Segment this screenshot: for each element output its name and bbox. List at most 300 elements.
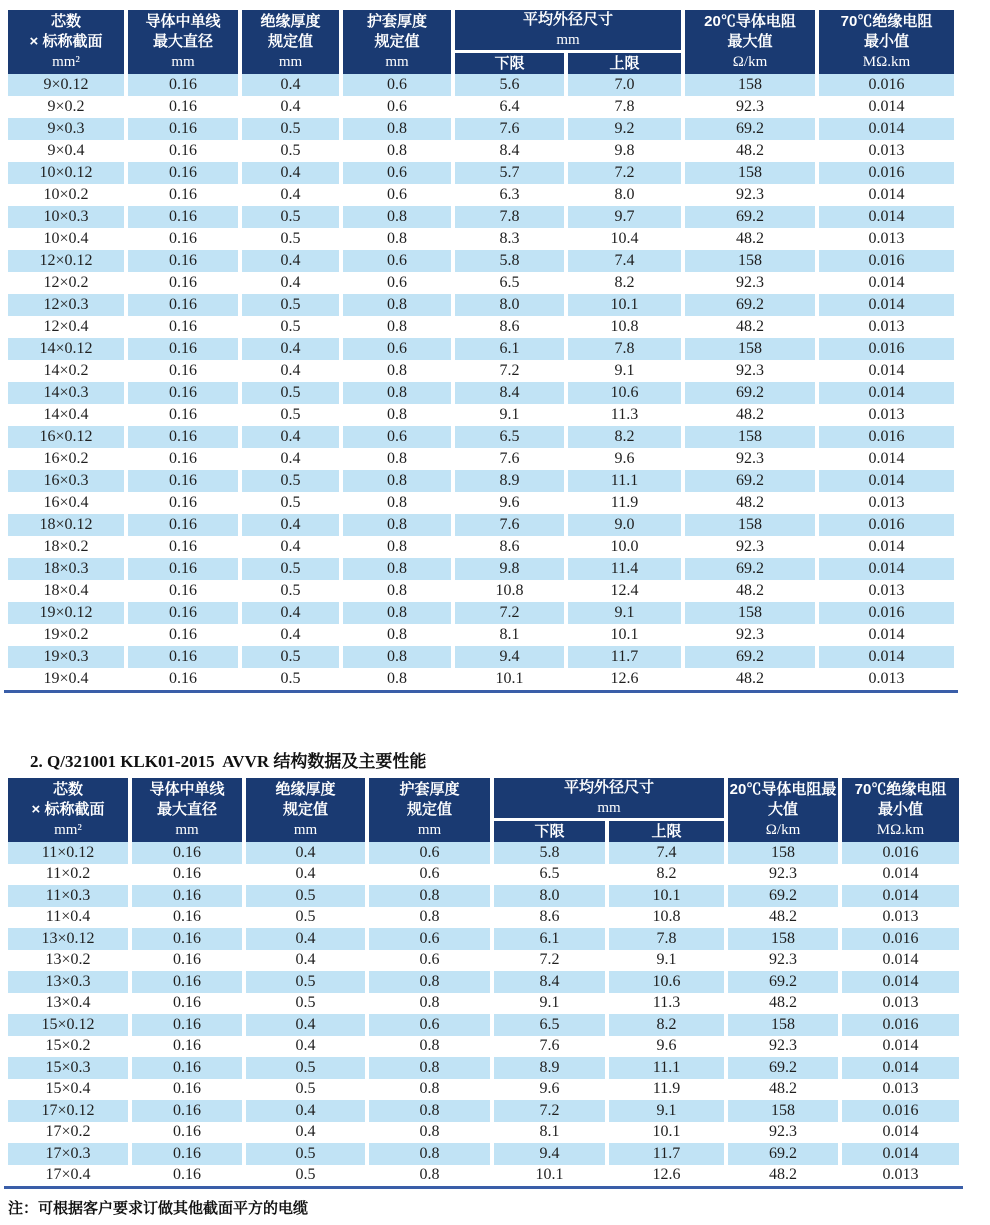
table-cell: 0.8 bbox=[387, 450, 407, 467]
table-cell: 10.8 bbox=[610, 318, 639, 335]
table-cell: 0.8 bbox=[387, 406, 407, 423]
table-cell: 18×0.3 bbox=[8, 558, 124, 580]
table-cell: 8.2 bbox=[614, 274, 635, 291]
table-cell: 12×0.12 bbox=[8, 250, 124, 272]
table-cell: 9.1 bbox=[499, 406, 520, 423]
table-row bbox=[8, 206, 954, 228]
table-cell: 10×0.12 bbox=[8, 162, 124, 184]
table-row bbox=[8, 1079, 959, 1101]
header-line: 规定值 bbox=[374, 33, 420, 50]
header-line: 规定值 bbox=[282, 801, 328, 818]
table-cell: 0.014 bbox=[882, 951, 919, 969]
table-row bbox=[8, 950, 959, 972]
table-row bbox=[8, 228, 954, 250]
table-cell: 8.0 bbox=[455, 294, 564, 316]
table-row bbox=[8, 624, 954, 646]
table-cell: 0.5 bbox=[246, 1057, 365, 1079]
table-cell: 0.16 bbox=[128, 206, 238, 228]
table-cell: 0.4 bbox=[242, 162, 339, 184]
table-cell: 0.013 bbox=[868, 318, 905, 335]
table-cell: 10×0.2 bbox=[43, 186, 89, 203]
table-row bbox=[8, 294, 954, 316]
table-cell: 13×0.2 bbox=[45, 951, 91, 969]
header-line: 最小值 bbox=[863, 33, 909, 50]
table-cell: 48.2 bbox=[769, 1080, 797, 1098]
table-cell: 0.013 bbox=[868, 494, 905, 511]
table-cell: 0.014 bbox=[882, 1037, 919, 1055]
header-line: 最大直径 bbox=[156, 801, 217, 818]
table-cell: 0.16 bbox=[173, 865, 201, 883]
table-cell: 19×0.12 bbox=[8, 602, 124, 624]
table-cell: 0.8 bbox=[343, 382, 451, 404]
table-cell: 9.8 bbox=[614, 142, 635, 159]
table-row bbox=[8, 928, 959, 950]
table-cell: 0.6 bbox=[387, 98, 407, 115]
table-row bbox=[8, 842, 959, 864]
table-cell: 0.014 bbox=[819, 118, 954, 140]
table-row bbox=[8, 668, 954, 690]
table-cell: 8.3 bbox=[499, 230, 520, 247]
table-cell: 0.016 bbox=[819, 338, 954, 360]
table-cell: 0.16 bbox=[128, 250, 238, 272]
table-cell: 0.4 bbox=[242, 250, 339, 272]
table-cell: 0.6 bbox=[343, 74, 451, 96]
table-cell: 15×0.2 bbox=[45, 1037, 91, 1055]
header-line: 芯数 bbox=[52, 781, 83, 798]
table1-header-row-main bbox=[8, 10, 954, 53]
table-cell: 0.4 bbox=[280, 362, 301, 379]
table-cell: 0.16 bbox=[128, 338, 238, 360]
table-cell: 0.16 bbox=[128, 558, 238, 580]
table-cell: 19×0.2 bbox=[43, 626, 89, 643]
table-cell: 9.7 bbox=[568, 206, 681, 228]
table-cell: 92.3 bbox=[736, 98, 764, 115]
table-cell: 7.2 bbox=[455, 602, 564, 624]
table-cell: 7.2 bbox=[499, 362, 520, 379]
table-cell: 0.4 bbox=[295, 951, 316, 969]
table-cell: 10.0 bbox=[610, 538, 639, 555]
table-cell: 16×0.2 bbox=[43, 450, 89, 467]
table-cell: 8.2 bbox=[609, 1014, 724, 1036]
table-cell: 0.8 bbox=[387, 538, 407, 555]
table-cell: 8.4 bbox=[455, 382, 564, 404]
table-cell: 0.16 bbox=[128, 74, 238, 96]
table-cell: 17×0.3 bbox=[8, 1143, 128, 1165]
table-cell: 69.2 bbox=[728, 971, 838, 993]
header-unit: MΩ.km bbox=[876, 822, 925, 838]
header-unit: mm bbox=[175, 822, 199, 838]
table-cell: 0.5 bbox=[295, 1166, 316, 1184]
table-cell: 9.6 bbox=[656, 1037, 677, 1055]
table-cell: 69.2 bbox=[685, 470, 815, 492]
table-cell: 12×0.4 bbox=[43, 318, 89, 335]
table-cell: 0.013 bbox=[882, 908, 919, 926]
table-cell: 0.013 bbox=[882, 1166, 919, 1184]
table-cell: 69.2 bbox=[728, 1143, 838, 1165]
table-cell: 0.8 bbox=[369, 1057, 490, 1079]
table-cell: 0.16 bbox=[173, 1166, 201, 1184]
table-cell: 0.4 bbox=[280, 186, 301, 203]
table-cell: 17×0.4 bbox=[45, 1166, 91, 1184]
header-line: 导体中单线 bbox=[149, 781, 225, 798]
table-cell: 0.014 bbox=[819, 206, 954, 228]
header-line: 护套厚度 bbox=[399, 781, 460, 798]
table-cell: 0.5 bbox=[242, 646, 339, 668]
table-cell: 11.4 bbox=[568, 558, 681, 580]
table-cell: 0.16 bbox=[173, 994, 201, 1012]
table-cell: 158 bbox=[728, 1100, 838, 1122]
table-cell: 48.2 bbox=[736, 494, 764, 511]
table-cell: 158 bbox=[685, 602, 815, 624]
table-cell: 69.2 bbox=[685, 118, 815, 140]
table-cell: 0.5 bbox=[295, 994, 316, 1012]
table-cell: 0.16 bbox=[169, 494, 197, 511]
table-cell: 0.6 bbox=[343, 338, 451, 360]
header-line: 导体中单线 bbox=[145, 13, 221, 30]
header-line: 护套厚度 bbox=[366, 13, 427, 30]
section-heading: 2. Q/321001 KLK01-2015 AVVR 结构数据及主要性能 bbox=[30, 752, 427, 771]
table-cell: 0.16 bbox=[173, 1037, 201, 1055]
table-cell: 0.6 bbox=[387, 186, 407, 203]
table-cell: 0.014 bbox=[842, 1057, 959, 1079]
table-cell: 0.16 bbox=[128, 294, 238, 316]
table-cell: 0.014 bbox=[882, 1123, 919, 1141]
table-row bbox=[8, 864, 959, 886]
table-cell: 0.6 bbox=[343, 426, 451, 448]
table-cell: 69.2 bbox=[728, 885, 838, 907]
table-cell: 69.2 bbox=[728, 1057, 838, 1079]
header-unit: MΩ.km bbox=[862, 54, 911, 70]
table-cell: 0.5 bbox=[246, 971, 365, 993]
table-cell: 7.0 bbox=[568, 74, 681, 96]
table-cell: 0.014 bbox=[868, 362, 905, 379]
table-cell: 8.1 bbox=[539, 1123, 560, 1141]
table-cell: 14×0.12 bbox=[8, 338, 124, 360]
table-cell: 48.2 bbox=[736, 318, 764, 335]
table-row bbox=[8, 580, 954, 602]
table-cell: 48.2 bbox=[736, 406, 764, 423]
header-unit: mm bbox=[385, 54, 409, 70]
table-cell: 0.4 bbox=[246, 928, 365, 950]
header-line: × 标称截面 bbox=[29, 33, 103, 50]
table-cell: 92.3 bbox=[736, 362, 764, 379]
table-cell: 17×0.2 bbox=[45, 1123, 91, 1141]
table-row bbox=[8, 971, 959, 993]
table-cell: 0.16 bbox=[132, 1014, 242, 1036]
table-cell: 9.1 bbox=[568, 602, 681, 624]
table-cell: 9×0.2 bbox=[47, 98, 85, 115]
header-line: 70℃绝缘电阻 bbox=[854, 781, 947, 798]
table-cell: 5.6 bbox=[455, 74, 564, 96]
table-cell: 13×0.12 bbox=[8, 928, 128, 950]
table-cell: 0.16 bbox=[132, 1057, 242, 1079]
table-row bbox=[8, 536, 954, 558]
table-row bbox=[8, 514, 954, 536]
table-cell: 9.6 bbox=[499, 494, 520, 511]
header-line: 绝缘厚度 bbox=[275, 781, 336, 798]
table-cell: 0.8 bbox=[369, 885, 490, 907]
table-cell: 9.1 bbox=[614, 362, 635, 379]
table-cell: 0.16 bbox=[128, 602, 238, 624]
header-unit: mm bbox=[417, 822, 442, 838]
table-cell: 48.2 bbox=[736, 582, 764, 599]
table-cell: 10.1 bbox=[610, 626, 639, 643]
table-cell: 92.3 bbox=[769, 865, 797, 883]
table-cell: 6.4 bbox=[499, 98, 520, 115]
table-cell: 16×0.12 bbox=[8, 426, 124, 448]
table-cell: 0.014 bbox=[882, 865, 919, 883]
table-cell: 8.6 bbox=[499, 538, 520, 555]
table-cell: 92.3 bbox=[736, 450, 764, 467]
table-row bbox=[8, 250, 954, 272]
table-cell: 6.1 bbox=[494, 928, 605, 950]
table-cell: 10.1 bbox=[568, 294, 681, 316]
table-cell: 92.3 bbox=[736, 538, 764, 555]
table-cell: 19×0.3 bbox=[8, 646, 124, 668]
table-cell: 158 bbox=[685, 426, 815, 448]
table-cell: 0.014 bbox=[842, 1143, 959, 1165]
table-cell: 7.2 bbox=[539, 951, 560, 969]
table-row bbox=[8, 602, 954, 624]
table-row bbox=[8, 1057, 959, 1079]
col-header-average-od bbox=[494, 778, 724, 821]
table-cell: 0.8 bbox=[387, 142, 407, 159]
table-cell: 11.3 bbox=[610, 406, 639, 423]
table-cell: 0.8 bbox=[387, 582, 407, 599]
header-line: 20℃导体电阻 bbox=[704, 13, 796, 30]
table-row bbox=[8, 470, 954, 492]
table-row bbox=[8, 360, 954, 382]
table-cell: 0.6 bbox=[419, 951, 440, 969]
col-header-insulation-thickness bbox=[242, 10, 339, 74]
table-cell: 0.013 bbox=[868, 670, 905, 687]
table-cell: 0.016 bbox=[819, 250, 954, 272]
table-cell: 0.5 bbox=[295, 908, 316, 926]
table-cell: 0.4 bbox=[242, 514, 339, 536]
table-cell: 16×0.3 bbox=[8, 470, 124, 492]
col-header-insulation-thickness bbox=[246, 778, 365, 842]
table-cell: 69.2 bbox=[685, 206, 815, 228]
table-cell: 0.013 bbox=[868, 142, 905, 159]
table-cell: 11×0.4 bbox=[45, 908, 91, 926]
table-cell: 0.16 bbox=[169, 582, 197, 599]
table-cell: 6.5 bbox=[494, 1014, 605, 1036]
table-cell: 10.8 bbox=[652, 908, 681, 926]
table-cell: 0.16 bbox=[128, 470, 238, 492]
table-cell: 0.013 bbox=[882, 994, 919, 1012]
header-line: × 标称截面 bbox=[31, 801, 105, 818]
table-cell: 9.4 bbox=[455, 646, 564, 668]
table-cell: 9.6 bbox=[614, 450, 635, 467]
table-cell: 9.1 bbox=[656, 951, 677, 969]
table-cell: 0.16 bbox=[132, 1143, 242, 1165]
col-header-insulation-resistance-70c bbox=[819, 10, 954, 74]
table-cell: 0.8 bbox=[419, 994, 440, 1012]
table-cell: 0.4 bbox=[242, 426, 339, 448]
table-cell: 6.1 bbox=[455, 338, 564, 360]
table-cell: 0.8 bbox=[369, 1143, 490, 1165]
table-cell: 0.016 bbox=[819, 162, 954, 184]
table-cell: 0.5 bbox=[280, 230, 301, 247]
table-row bbox=[8, 1143, 959, 1165]
header-line: 芯数 bbox=[50, 13, 81, 30]
table-cell: 10.1 bbox=[495, 670, 524, 687]
table-cell: 7.8 bbox=[614, 98, 635, 115]
col-header-core-size bbox=[8, 10, 124, 74]
table-row bbox=[8, 558, 954, 580]
table-cell: 10.4 bbox=[610, 230, 639, 247]
table-cell: 0.4 bbox=[280, 450, 301, 467]
table-cell: 0.8 bbox=[419, 1123, 440, 1141]
table-cell: 0.5 bbox=[242, 470, 339, 492]
table-cell: 48.2 bbox=[736, 142, 764, 159]
table-row bbox=[8, 118, 954, 140]
table-cell: 0.16 bbox=[173, 1080, 201, 1098]
table-cell: 7.8 bbox=[609, 928, 724, 950]
table-cell: 0.014 bbox=[819, 646, 954, 668]
header-line: 平均外径尺寸 bbox=[522, 11, 613, 28]
table-cell: 0.5 bbox=[246, 885, 365, 907]
table-cell: 0.014 bbox=[842, 885, 959, 907]
table-cell: 10.6 bbox=[568, 382, 681, 404]
table-cell: 0.8 bbox=[369, 971, 490, 993]
table-row bbox=[8, 140, 954, 162]
table-cell: 0.016 bbox=[819, 514, 954, 536]
table-cell: 158 bbox=[685, 250, 815, 272]
table-cell: 0.8 bbox=[387, 626, 407, 643]
table-cell: 48.2 bbox=[736, 230, 764, 247]
table-row bbox=[8, 404, 954, 426]
table-cell: 15×0.3 bbox=[8, 1057, 128, 1079]
table-cell: 10×0.3 bbox=[8, 206, 124, 228]
header-unit: mm bbox=[597, 800, 621, 816]
table-cell: 0.4 bbox=[280, 626, 301, 643]
col-header-conductor-diameter bbox=[132, 778, 242, 842]
table-cell: 7.2 bbox=[494, 1100, 605, 1122]
table-cell: 7.2 bbox=[568, 162, 681, 184]
table-cell: 48.2 bbox=[736, 670, 764, 687]
table-row bbox=[8, 74, 954, 96]
table-cell: 12.6 bbox=[610, 670, 639, 687]
table-cell: 14×0.3 bbox=[8, 382, 124, 404]
table-cell: 0.16 bbox=[128, 514, 238, 536]
table-cell: 18×0.12 bbox=[8, 514, 124, 536]
table-cell: 8.0 bbox=[614, 186, 635, 203]
header-unit: mm bbox=[171, 54, 195, 70]
header-line: 20℃导体电阻最 bbox=[729, 781, 837, 798]
table-cell: 9.1 bbox=[609, 1100, 724, 1122]
table-cell: 8.0 bbox=[494, 885, 605, 907]
table2-header-row-main bbox=[8, 778, 959, 821]
table-cell: 12×0.3 bbox=[8, 294, 124, 316]
table-cell: 0.016 bbox=[819, 426, 954, 448]
table-cell: 12×0.2 bbox=[43, 274, 89, 291]
table-cell: 8.2 bbox=[568, 426, 681, 448]
table-cell: 158 bbox=[728, 928, 838, 950]
table-cell: 10.8 bbox=[495, 582, 524, 599]
table-cell: 92.3 bbox=[769, 1037, 797, 1055]
table-cell: 0.8 bbox=[419, 1166, 440, 1184]
table-cell: 0.16 bbox=[169, 670, 197, 687]
table-cell: 19×0.4 bbox=[43, 670, 89, 687]
header-unit: mm bbox=[278, 54, 303, 70]
table-cell: 158 bbox=[685, 74, 815, 96]
table-cell: 0.16 bbox=[132, 971, 242, 993]
table-row bbox=[8, 448, 954, 470]
table-cell: 92.3 bbox=[736, 186, 764, 203]
table-cell: 0.013 bbox=[882, 1080, 919, 1098]
table-cell: 0.8 bbox=[419, 908, 440, 926]
table-cell: 0.016 bbox=[819, 602, 954, 624]
col-header-conductor-diameter bbox=[128, 10, 238, 74]
table-cell: 69.2 bbox=[685, 382, 815, 404]
table-cell: 6.5 bbox=[539, 865, 560, 883]
table-cell: 0.5 bbox=[280, 582, 301, 599]
table-cell: 0.8 bbox=[343, 646, 451, 668]
table-cell: 0.4 bbox=[246, 1014, 365, 1036]
table-row bbox=[8, 1100, 959, 1122]
table-cell: 158 bbox=[685, 338, 815, 360]
table-cell: 8.4 bbox=[499, 142, 520, 159]
table-cell: 15×0.12 bbox=[8, 1014, 128, 1036]
table-cell: 0.6 bbox=[369, 928, 490, 950]
table-cell: 0.014 bbox=[842, 971, 959, 993]
table-cell: 92.3 bbox=[736, 274, 764, 291]
table-row bbox=[8, 382, 954, 404]
table-cell: 69.2 bbox=[685, 294, 815, 316]
table-row bbox=[8, 272, 954, 294]
table-cell: 11×0.2 bbox=[45, 865, 91, 883]
table-row bbox=[8, 1014, 959, 1036]
header-unit: mm bbox=[556, 32, 580, 48]
table-cell: 0.16 bbox=[128, 382, 238, 404]
header-line: 最大直径 bbox=[152, 33, 213, 50]
table-cell: 158 bbox=[685, 514, 815, 536]
table-cell: 0.5 bbox=[242, 118, 339, 140]
table-cell: 0.016 bbox=[819, 74, 954, 96]
table-cell: 0.8 bbox=[387, 318, 407, 335]
table-cell: 7.4 bbox=[609, 842, 724, 864]
table-cell: 0.4 bbox=[295, 865, 316, 883]
table-cell: 9.2 bbox=[568, 118, 681, 140]
table-cell: 48.2 bbox=[769, 994, 797, 1012]
table-row bbox=[8, 184, 954, 206]
avv-structure-table bbox=[4, 10, 958, 693]
table-cell: 12.6 bbox=[652, 1166, 681, 1184]
table-cell: 0.6 bbox=[419, 865, 440, 883]
table-cell: 11.9 bbox=[610, 494, 639, 511]
col-header-upper-limit: 上限 bbox=[568, 53, 681, 74]
table-cell: 0.16 bbox=[132, 885, 242, 907]
table-cell: 5.8 bbox=[494, 842, 605, 864]
table-cell: 0.014 bbox=[819, 470, 954, 492]
header-unit: mm² bbox=[52, 54, 80, 70]
table-cell: 0.5 bbox=[295, 1080, 316, 1098]
table-cell: 8.4 bbox=[494, 971, 605, 993]
table-cell: 18×0.2 bbox=[43, 538, 89, 555]
header-unit: mm bbox=[293, 822, 318, 838]
table-cell: 13×0.4 bbox=[45, 994, 91, 1012]
table-cell: 69.2 bbox=[685, 646, 815, 668]
table-cell: 0.16 bbox=[128, 118, 238, 140]
table-cell: 14×0.2 bbox=[43, 362, 89, 379]
table-cell: 0.6 bbox=[343, 162, 451, 184]
table-row bbox=[8, 646, 954, 668]
table-cell: 0.016 bbox=[842, 1100, 959, 1122]
table-row bbox=[8, 907, 959, 929]
table-cell: 0.5 bbox=[242, 382, 339, 404]
table-row bbox=[8, 316, 954, 338]
